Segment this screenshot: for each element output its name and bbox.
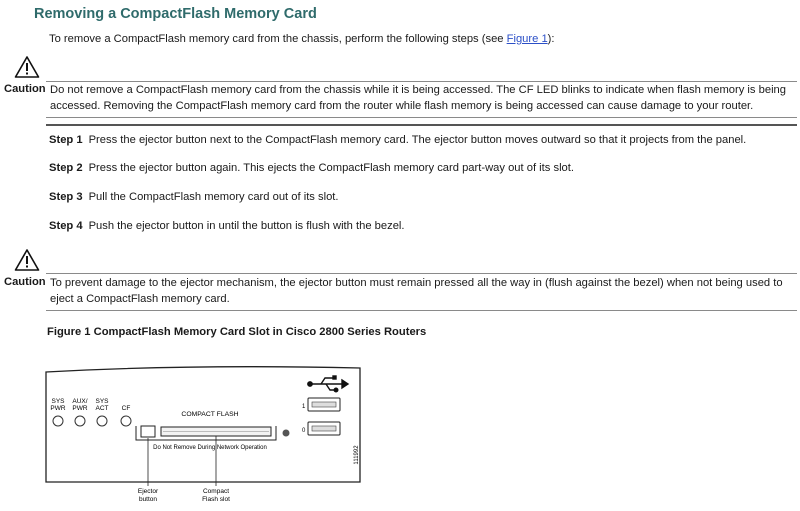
led-indicator: [53, 416, 63, 426]
step-item: [49, 134, 746, 146]
caution-warning-icon: [14, 55, 40, 79]
step-item: [49, 220, 405, 232]
caution-bottom-rule: [46, 310, 797, 311]
caution-warning-icon: [14, 248, 40, 272]
figure-caption: Figure 1 CompactFlash Memory Card Slot in Cisco 2800 Series Routers: [47, 326, 427, 338]
led-label: PWR: [50, 405, 66, 412]
caution-text: To prevent damage to the ejector mechanism, the ejector button must remain pressed all the way in (flush against the bezel) when not being used to eject a CompactFlash memory card.: [50, 277, 783, 305]
figure-id-number: 111992: [354, 445, 360, 465]
intro-paragraph: [49, 33, 555, 45]
step-number: Step 3: [49, 191, 83, 203]
caution-label: Caution: [4, 83, 46, 95]
figure-1-link[interactable]: Figure 1: [506, 33, 548, 45]
step-number: Step 2: [49, 162, 83, 174]
steps-divider: [46, 124, 797, 126]
compactflash-slot-figure: [40, 350, 380, 510]
step-text: Push the ejector button in until the button is flush with the bezel.: [88, 220, 405, 232]
step-item: [49, 191, 339, 203]
caution-top-rule: [46, 273, 797, 274]
led-label: ACT: [95, 405, 109, 412]
led-label: SYS: [51, 398, 65, 405]
callout-label: Ejector: [137, 488, 159, 495]
caution-text: Do not remove a CompactFlash memory card from the chassis while it is being accessed. The CF LED blinks to indicate when flash memory is being accessed. Removing the CompactFlash memory card from the router while flash memory is being accessed can cause damage to your router.: [50, 84, 786, 112]
led-label: CF: [121, 405, 131, 412]
led-label: SYS: [95, 398, 109, 405]
step-number: Step 4: [49, 220, 83, 232]
usb-port-number: 1: [302, 404, 306, 410]
intro-suffix: ):: [547, 33, 555, 45]
step-text: Pull the CompactFlash memory card out of its slot.: [88, 191, 339, 203]
ejector-button: [141, 426, 155, 437]
step-item: [49, 162, 574, 174]
led-indicator: [121, 416, 131, 426]
compactflash-label: COMPACT FLASH: [181, 411, 239, 418]
led-label: AUX/: [72, 398, 88, 405]
led-indicator: [97, 416, 107, 426]
step-text: Press the ejector button next to the CompactFlash memory card. The ejector button moves outward so that it projects from the panel.: [88, 134, 747, 146]
callout-label: Compact: [202, 488, 230, 495]
step-text: Press the ejector button again. This ejects the CompactFlash memory card part-way out of its slot.: [88, 162, 574, 174]
status-dot: [283, 430, 290, 437]
led-indicator: [75, 416, 85, 426]
caution-bottom-rule: [46, 117, 797, 118]
slot-warning-text: Do Not Remove During Network Operation: [153, 445, 267, 451]
led-label: PWR: [72, 405, 88, 412]
step-number: Step 1: [49, 134, 83, 146]
intro-text: To remove a CompactFlash memory card from the chassis, perform the following steps (see: [49, 33, 507, 45]
caution-label: Caution: [4, 276, 46, 288]
callout-label: button: [138, 496, 158, 503]
page-title: Removing a CompactFlash Memory Card: [34, 6, 317, 22]
callout-label: Flash slot: [202, 496, 230, 503]
usb-port-number: 0: [302, 428, 306, 434]
